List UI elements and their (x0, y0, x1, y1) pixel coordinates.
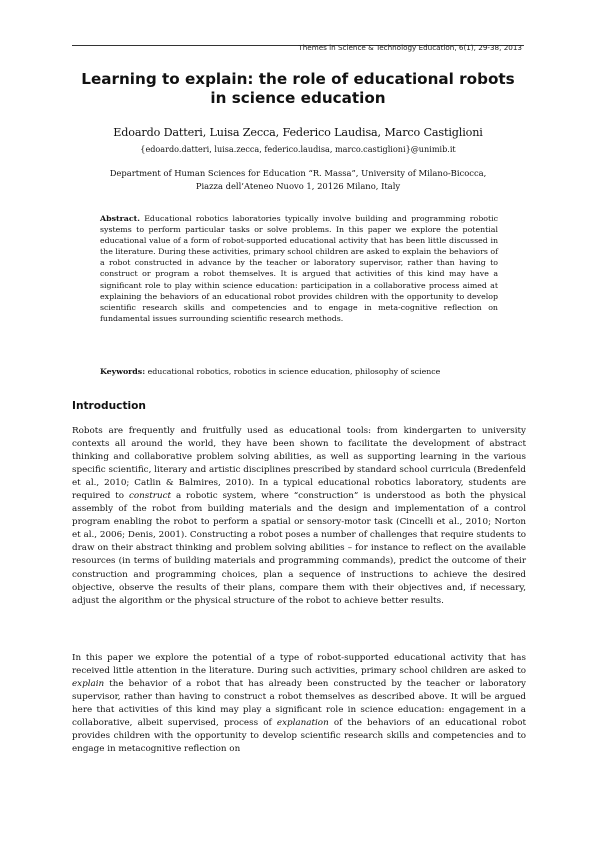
affiliation-line-2: Piazza dell’Ateneo Nuovo 1, 20126 Milano, Italy (195, 181, 401, 191)
para2-text-b: the behavior of a robot that has already been constructed by the teacher or laboratory supervisor, rather than having to construct a robot themselves as described above. It will be argued here that activities of this kind may play a significant role in science education: engagement in a collaborative, albeit supervised, process of (72, 679, 526, 729)
para2-emphasis-explanation: explanation (276, 718, 329, 729)
para1-emphasis-construct: construct (128, 491, 172, 502)
keywords-label: Keywords: (100, 367, 146, 376)
para2-text-c: of the behaviors of an educational robot provides children with the opportunity to develop scientific research skills and competencies and to engage in metacognitive reflection on (72, 718, 526, 755)
running-header: Themes in Science & Technology Education, 6(1), 29-38, 2013 (298, 43, 522, 52)
affiliation-line-1: Department of Human Sciences for Education “R. Massa”, University of Milano-Bicocca, (109, 168, 487, 178)
author-list: Edoardo Datteri, Luisa Zecca, Federico Laudisa, Marco Castiglioni (113, 126, 483, 139)
keywords (100, 366, 498, 377)
abstract-label: Abstract. (100, 214, 140, 223)
para2-text-a: In this paper we explore the potential of a type of robot-supported educational activity that has received little attention in the literature. During such activities, primary school children are asked to (72, 653, 526, 677)
para1-text-a: Robots are frequently and fruitfully used as educational tools: from kindergarten to university contexts all around the world, they have been shown to facilitate the development of abstract thinking and collaborative problem solving abilities, as well as supporting learning in the various specific scientific, literary and artistic disciplines prescribed by standard school curricula (Bredenfeld et al., 2010; Catlin & Balmires, 2010). In a typical educational robotics laboratory, students are required to (72, 426, 526, 502)
keywords-text: educational robotics, robotics in science education, philosophy of science (147, 367, 441, 376)
para2-emphasis-explain: explain (72, 679, 105, 690)
author-emails: {edoardo.datteri, luisa.zecca, federico.laudisa, marco.castiglioni}@unimib.it (140, 144, 456, 154)
intro-paragraph-1 (72, 425, 526, 608)
abstract-text: Educational robotics laboratories typically involve building and programming robotic systems to perform particular tasks or solve problems. In this paper we explore the potential educational value of a form of robot-supported educational activity that has been little discussed in the literature. During these activities, primary school children are asked to explain the behaviors of a robot constructed in advance by the teacher or laboratory supervisor, rather than having to construct or program a robot themselves. It is argued that activities of this kind may have a significant role to play within science education: participation in a collaborative process aimed at explaining the behaviors of an educational robot provides children with the opportunity to develop scientific research skills and competencies and to engage in meta-cognitive reflection on fundamental issues surrounding scientific research methods. (100, 214, 498, 323)
paper-title: Learning to explain: the role of educational robots in science education (81, 70, 515, 107)
affiliation (72, 167, 524, 193)
para1-text-b: a robotic system, where “construction” is understood as both the physical assembly of the robot from building materials and the design and implementation of a control program enabling the robot to perform a spatial or sensory-motor task (Cincelli et al., 2010; Norton et al., 2006; Denis, 2001). Constructing a robot poses a number of challenges that require students to draw on their abstract thinking and problem solving abilities – for instance to reflect on the available resources (in terms of building materials and programming commands), predict the outcome of their construction and programming choices, plan a sequence of instructions to achieve the desired objective, observe the results of their plans, compare them with their objectives and, if necessary, adjust the algorithm or the physical structure of the robot to achieve better results. (72, 491, 526, 606)
section-heading-introduction: Introduction (72, 400, 146, 412)
abstract (100, 213, 498, 324)
intro-paragraph-2 (72, 652, 526, 756)
